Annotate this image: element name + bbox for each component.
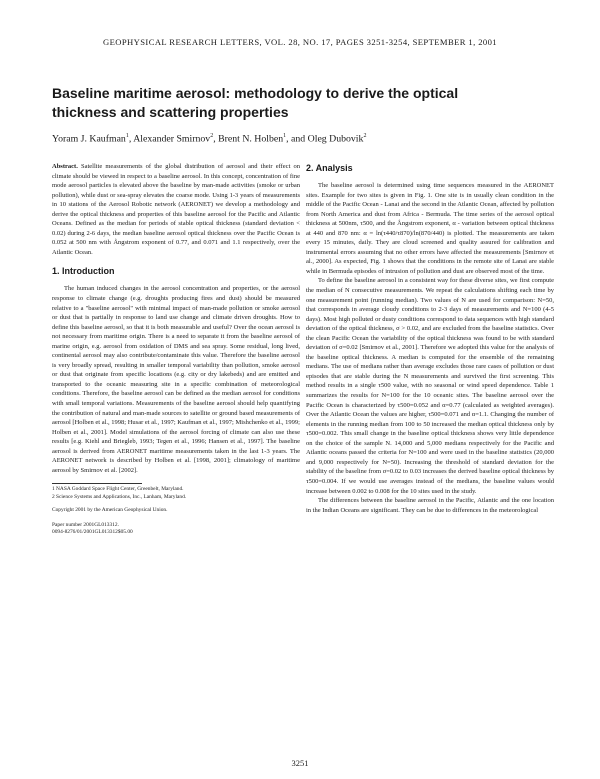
footnote-rule: [52, 483, 142, 484]
author-affiliation-mark: 2: [210, 133, 214, 139]
analysis-paragraph: The differences between the baseline aerosol in the Pacific, Atlantic and the one location in the Indian Oceans are significant. They can be due to differences in the meteorological: [306, 497, 554, 514]
title-line-1: Baseline maritime aerosol: methodology to derive the optical: [52, 85, 459, 101]
author: Alexander Smirnov: [133, 133, 211, 145]
journal-header: GEOPHYSICAL RESEARCH LETTERS, VOL. 28, NO. 17, PAGES 3251-3254, SEPTEMBER 1, 2001: [103, 37, 497, 47]
author-affiliation-mark: 2: [363, 133, 367, 139]
author-affiliation-mark: 1: [125, 133, 129, 139]
author-list: [52, 133, 552, 144]
introduction-paragraph: The human induced changes in the aerosol concentration and properties, or the aerosol response to climate change (e.g. droughts producing fires and dust) should be measured relative to a "baseline aerosol" with minimal impact of man-made pollution or smoke aerosol or dust that is partially in response to land use change and climate driven droughts. How to define this baseline aerosol, so that it is both measurable and useful? Over the ocean aerosol is not necessary from maritime origin. There is a need to separate it from the baseline aerosol of marine origin, e.g. aerosol from oxidation of DMS and sea spray. Some residual, long lived, continental aerosol may also contribute/contaminate this value. Therefore the baseline aerosol is very broadly spread, resulting in smaller temporal variability than pollution, smoke aerosol or dust that originate from specific locations (e.g. city or dry lakebeds) and are emitted and transported to the oceanic measuring site in a specific combination of meteorological conditions. Therefore, the baseline aerosol can be defined as the median aerosol for conditions with small temporal variations. Measurements of the baseline aerosol should help quantifying the contribution of natural and man-made sources to satellite or ground based measurements of aerosol [Holben et al., 1998; Husar et al., 1997; Kaufman et al., 1997; Mishchenko et al., 1999; Holben et al., 2001]. Model simulations of the aerosol forcing of climate can also use these results [e.g. Kiehl and Briegleb, 1993; Tegen et al., 1996; Hansen et al., 1997]. The baseline aerosol is derived from AERONET maritime measurements taken in the last 1-3 years. The AERONET network is described by Holben et al. [1998, 2001]; climatology of maritime aerosol by Smirnov et al. [2002].: [52, 285, 300, 474]
paper-title: [52, 84, 552, 122]
copyright-line: [52, 515, 300, 522]
copyright-block: [52, 507, 300, 537]
left-column: [52, 162, 300, 537]
author-separator: ,: [128, 133, 134, 145]
right-column: [306, 162, 554, 515]
author: Oleg Dubovik: [307, 133, 364, 145]
copyright-line: Copyright 2001 by the American Geophysical Union.: [52, 507, 168, 514]
introduction-heading: 1. Introduction: [52, 266, 115, 277]
author-separator: ,: [213, 133, 219, 145]
author: Brent N. Holben: [218, 133, 284, 145]
footnote: 1 NASA Goddard Space Flight Center, Greenbelt, Maryland.: [52, 486, 184, 493]
abstract-text: Satellite measurements of the global distribution of aerosol and their effect on climate should be viewed in respect to a baseline aerosol. In this concept, concentration of fine mode aerosol particles is elevated above the baseline by man-made activities (smoke or urban pollution), while dust or sea-spray elevates the coarse mode. Using 1-3 years of measurements in 10 stations of the Aerosol Robotic network (AERONET) we develop a methodology and derive the optical thickness and properties of this baseline aerosol for the Pacific and Atlantic Oceans. Defined as the median for periods of stable optical thickness (standard deviation < 0.02) during 2-6 days, the median baseline aerosol optical thickness over the Pacific Ocean is 0.052 at 500 nm with Ångstrom exponent of 0.77, and 0.071 and 1.1 respectively, over the Atlantic Ocean.: [52, 163, 300, 256]
issn-line: 0094-8276/01/2001GL013312$05.00: [52, 529, 133, 536]
analysis-paragraph: To define the baseline aerosol in a consistent way for these diverse sites, we first compute the median of N consecutive measurements. We repeat the calculations shifting each time by one measurement point (running median). Two values of N are used for comparison: N=50, that corresponds in average cloudy conditions to 2-3 days of measurements and N=100 (4-5 days). Most high polluted or dusty conditions correspond to data sequences with high standard deviation of the optical thickness, σ > 0.02, and are excluded from the baseline statistics. Over the clean Pacific Ocean the variability of the optical thickness was found to be with standard deviation of σ=0.02 [Smirnov et al., 2001]. Therefore we adopted this value for the analysis of the baseline optical thickness. A median is computed for the ensemble of the remaining medians. The use of medians rather than average excludes those rare cases of pollution or dust episodes that are stable during the N measurements and survived the first screening. This method results in a single τ500 value, with no seasonal or wind speed dependence. Table 1 summarizes the results for N=100 for the 10 oceanic sites. The baseline aerosol over the Pacific Ocean is characterized by τ500=0.052 and α=0.77 (calculated as weighted averages). Over the Atlantic Ocean the values are higher, τ500=0.071 and α=1.1. Changing the number of elements in the running median from 100 to 50 increased the median optical thickness only by τ500=0.002. This small change in the baseline optical thickness shows very little dependence on the choice of the sample N. 14,000 and 5,000 medians respectively for the Pacific and Atlantic oceans passed the criteria for N=100 and were used in the baseline statistics (20,000 and 9,000 respectively for N=50). Increasing the threshold of standard deviation for the stability of the baseline from σ=0.02 to 0.03 increases the derived baseline optical thickness by τ500=0.004. If we would use averages instead of the medians, the baseline values would increase between 0.002 to 0.008 for the 10 sites used in the study.: [306, 277, 554, 495]
analysis-heading: 2. Analysis: [306, 163, 353, 173]
author-affiliation-mark: 1: [283, 133, 287, 139]
footnote: 2 Science Systems and Applications, Inc., Lanham, Maryland.: [52, 493, 187, 500]
author: Yoram J. Kaufman: [52, 133, 126, 145]
title-line-2: thickness and scattering properties: [52, 104, 289, 120]
analysis-paragraph: The baseline aerosol is determined using time sequences measured in the AERONET sites. Example for two sites is given in Fig. 1. One site is in usually clean condition in the middle of the Pacific Ocean - Lanai and the second in the Atlantic Ocean, affected by pollution from North America and dust from Africa - Bermuda. The time series of the aerosol optical thickness at 500nm, τ500, and the Ångstrom exponent, α - variation between optical thickness at 440 and 870 nm: α = ln(τ440/τ870)/ln(870/440) is plotted. The measurements are taken every 15 minutes, daily. They are cloud screened and quality assured for calibration and instrumental errors assuming that no other errors have affected the measurements [Smirnov et al., 2000]. As expected, Fig. 1 shows that the conditions in the remote site of Lanai are stable while in Bermuda episodes of intrusion of pollution and dust are observed most of the time.: [306, 182, 554, 275]
abstract: [52, 162, 300, 257]
page-number: 3251: [291, 758, 309, 768]
footnotes: [52, 486, 300, 501]
paper-number: Paper number 2001GL013312.: [52, 522, 119, 529]
author-separator: , and: [286, 133, 308, 145]
abstract-label: Abstract.: [52, 163, 78, 170]
